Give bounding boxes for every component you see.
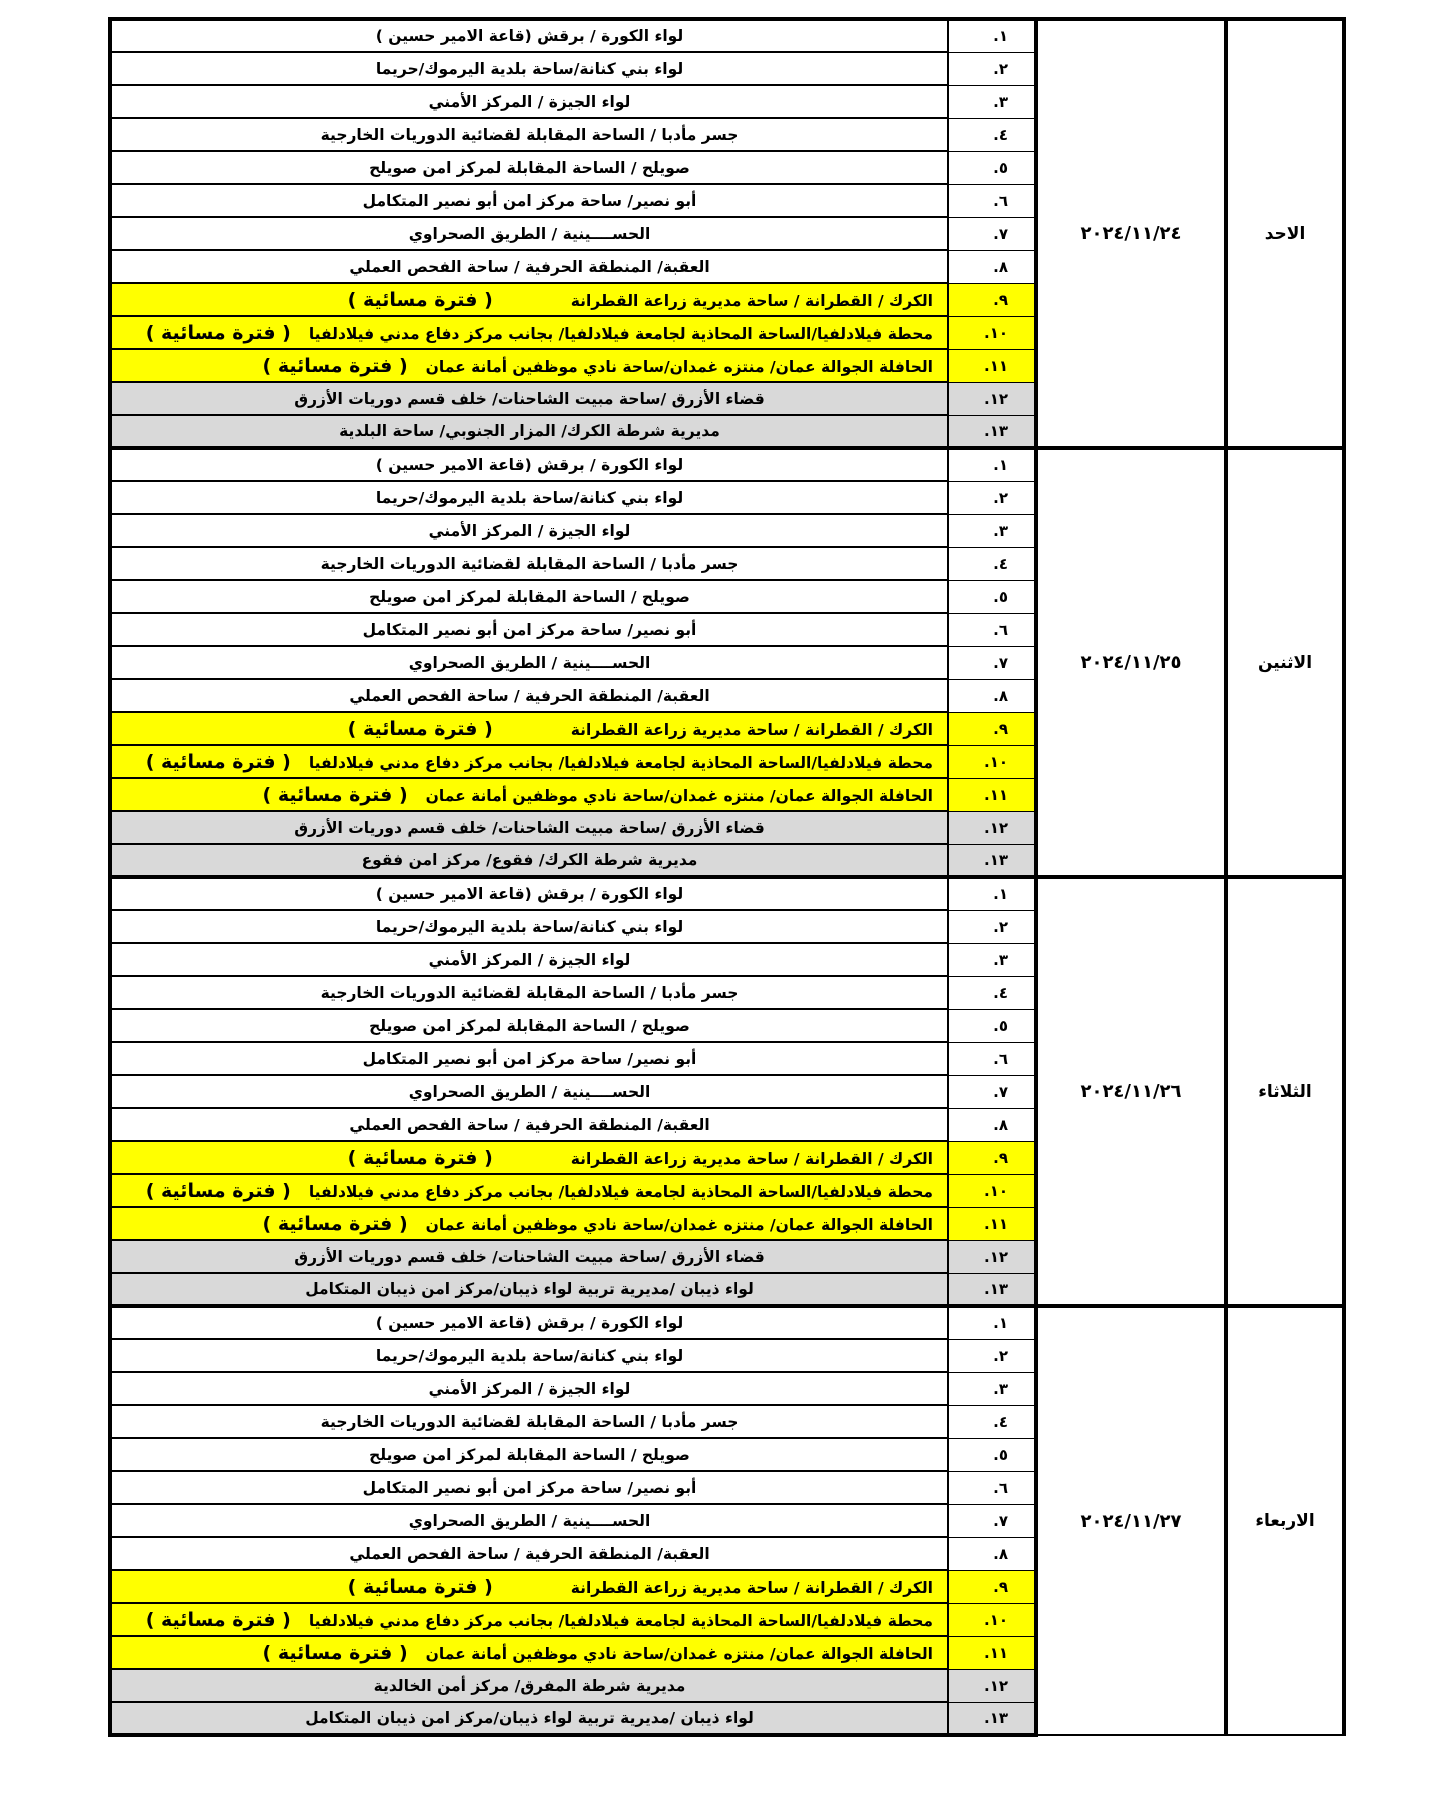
row-number: ١١. xyxy=(948,778,1036,811)
location-cell xyxy=(110,1438,948,1471)
date-cell: ٢٠٢٤/١١/٢٧ xyxy=(1036,1306,1226,1735)
location-text: جسر مأدبا / الساحة المقابلة لقضائية الدوريات الخارجية xyxy=(320,125,739,144)
date-cell: ٢٠٢٤/١١/٢٥ xyxy=(1036,448,1226,877)
table-row xyxy=(110,1306,1344,1339)
row-number: ٨. xyxy=(948,679,1036,712)
location-cell xyxy=(110,1273,948,1306)
table-row xyxy=(110,448,1344,481)
evening-shift-tag: ( فترة مسائية ) xyxy=(347,1575,493,1598)
row-number: ١٠. xyxy=(948,1603,1036,1636)
location-cell xyxy=(110,877,948,910)
location-cell xyxy=(110,382,948,415)
location-text: مديرية شرطة المفرق/ مركز أمن الخالدية xyxy=(373,1676,686,1695)
location-cell xyxy=(110,943,948,976)
location-text: محطة فيلادلفيا/الساحة المحاذية لجامعة فيلادلفيا/ بجانب مركز دفاع مدني فيلادلفيا xyxy=(308,1182,933,1201)
row-number: ١٣. xyxy=(948,1273,1036,1306)
location-text: لواء الجيزة / المركز الأمني xyxy=(428,1379,631,1398)
row-number: ١٠. xyxy=(948,1174,1036,1207)
row-number: ٧. xyxy=(948,217,1036,250)
location-cell xyxy=(110,349,948,382)
day-cell: الاثنين xyxy=(1226,448,1344,877)
row-number: ١٣. xyxy=(948,1702,1036,1735)
schedule-table xyxy=(108,17,1346,1737)
row-number: ٧. xyxy=(948,1075,1036,1108)
location-text: أبو نصير/ ساحة مركز امن أبو نصير المتكامل xyxy=(362,1049,697,1068)
row-number: ٨. xyxy=(948,1108,1036,1141)
location-text: الكرك / القطرانة / ساحة مديرية زراعة القطرانة xyxy=(570,1149,933,1168)
location-cell xyxy=(110,250,948,283)
location-cell xyxy=(110,712,948,745)
location-cell xyxy=(110,1570,948,1603)
location-text: لواء الجيزة / المركز الأمني xyxy=(428,950,631,969)
date-cell: ٢٠٢٤/١١/٢٤ xyxy=(1036,19,1226,448)
row-number: ١٢. xyxy=(948,811,1036,844)
location-cell xyxy=(110,1702,948,1735)
location-text: جسر مأدبا / الساحة المقابلة لقضائية الدوريات الخارجية xyxy=(320,983,739,1002)
location-cell xyxy=(110,1339,948,1372)
location-cell xyxy=(110,19,948,52)
location-cell xyxy=(110,1306,948,1339)
row-number: ١٣. xyxy=(948,415,1036,448)
location-text: جسر مأدبا / الساحة المقابلة لقضائية الدوريات الخارجية xyxy=(320,1412,739,1431)
location-text: الحافلة الجوالة عمان/ منتزه غمدان/ساحة نادي موظفين أمانة عمان xyxy=(425,357,933,376)
location-text: صويلح / الساحة المقابلة لمركز امن صويلح xyxy=(369,1445,690,1464)
location-text: لواء الكورة / برقش (قاعة الامير حسين ) xyxy=(375,1314,684,1332)
location-text: الحافلة الجوالة عمان/ منتزه غمدان/ساحة نادي موظفين أمانة عمان xyxy=(425,786,933,805)
evening-shift-tag: ( فترة مسائية ) xyxy=(145,1608,291,1631)
day-cell: الاربعاء xyxy=(1226,1306,1344,1735)
location-cell xyxy=(110,85,948,118)
location-text: الحافلة الجوالة عمان/ منتزه غمدان/ساحة نادي موظفين أمانة عمان xyxy=(425,1644,933,1663)
row-number: ٧. xyxy=(948,1504,1036,1537)
location-text: قضاء الأزرق /ساحة مبيت الشاحنات/ خلف قسم دوريات الأزرق xyxy=(294,818,765,837)
row-number: ٣. xyxy=(948,1372,1036,1405)
location-text: قضاء الأزرق /ساحة مبيت الشاحنات/ خلف قسم دوريات الأزرق xyxy=(294,1247,765,1266)
location-cell xyxy=(110,844,948,877)
location-text: لواء الجيزة / المركز الأمني xyxy=(428,521,631,540)
location-text: لواء ذيبان /مديرية تربية لواء ذيبان/مركز امن ذيبان المتكامل xyxy=(305,1280,754,1298)
location-cell xyxy=(110,1405,948,1438)
location-text: العقبة/ المنطقة الحرفية / ساحة الفحص العملي xyxy=(349,686,710,705)
location-cell xyxy=(110,778,948,811)
location-text: الكرك / القطرانة / ساحة مديرية زراعة القطرانة xyxy=(570,1578,933,1597)
location-cell xyxy=(110,514,948,547)
evening-shift-tag: ( فترة مسائية ) xyxy=(347,288,493,311)
location-text: الحســــينية / الطريق الصحراوي xyxy=(408,224,651,243)
location-text: لواء الكورة / برقش (قاعة الامير حسين ) xyxy=(375,456,684,474)
location-cell xyxy=(110,481,948,514)
row-number: ١. xyxy=(948,448,1036,481)
row-number: ٢. xyxy=(948,1339,1036,1372)
row-number: ٥. xyxy=(948,151,1036,184)
row-number: ٣. xyxy=(948,85,1036,118)
row-number: ٣. xyxy=(948,514,1036,547)
evening-shift-tag: ( فترة مسائية ) xyxy=(262,1212,408,1235)
row-number: ٩. xyxy=(948,1141,1036,1174)
location-text: أبو نصير/ ساحة مركز امن أبو نصير المتكامل xyxy=(362,620,697,639)
location-text: لواء الكورة / برقش (قاعة الامير حسين ) xyxy=(375,27,684,45)
location-cell xyxy=(110,184,948,217)
row-number: ٢. xyxy=(948,481,1036,514)
row-number: ١٣. xyxy=(948,844,1036,877)
location-text: مديرية شرطة الكرك/ فقوع/ مركز امن فقوع xyxy=(361,851,698,869)
row-number: ١. xyxy=(948,1306,1036,1339)
location-text: محطة فيلادلفيا/الساحة المحاذية لجامعة فيلادلفيا/ بجانب مركز دفاع مدني فيلادلفيا xyxy=(308,324,933,343)
row-number: ١٠. xyxy=(948,316,1036,349)
evening-shift-tag: ( فترة مسائية ) xyxy=(145,321,291,344)
location-text: أبو نصير/ ساحة مركز امن أبو نصير المتكامل xyxy=(362,191,697,210)
location-cell xyxy=(110,217,948,250)
row-number: ٦. xyxy=(948,1471,1036,1504)
location-text: محطة فيلادلفيا/الساحة المحاذية لجامعة فيلادلفيا/ بجانب مركز دفاع مدني فيلادلفيا xyxy=(308,1611,933,1630)
row-number: ٢. xyxy=(948,52,1036,85)
row-number: ٦. xyxy=(948,184,1036,217)
row-number: ١١. xyxy=(948,1636,1036,1669)
row-number: ٦. xyxy=(948,1042,1036,1075)
evening-shift-tag: ( فترة مسائية ) xyxy=(145,1179,291,1202)
row-number: ٤. xyxy=(948,1405,1036,1438)
location-text: أبو نصير/ ساحة مركز امن أبو نصير المتكامل xyxy=(362,1478,697,1497)
location-cell xyxy=(110,1372,948,1405)
row-number: ٧. xyxy=(948,646,1036,679)
location-cell xyxy=(110,448,948,481)
evening-shift-tag: ( فترة مسائية ) xyxy=(262,1641,408,1664)
location-cell xyxy=(110,118,948,151)
location-text: محطة فيلادلفيا/الساحة المحاذية لجامعة فيلادلفيا/ بجانب مركز دفاع مدني فيلادلفيا xyxy=(308,753,933,772)
evening-shift-tag: ( فترة مسائية ) xyxy=(262,783,408,806)
location-text: لواء بني كنانة/ساحة بلدية اليرموك/حريما xyxy=(375,59,684,78)
location-text: لواء الجيزة / المركز الأمني xyxy=(428,92,631,111)
row-number: ٤. xyxy=(948,976,1036,1009)
row-number: ٤. xyxy=(948,547,1036,580)
location-text: صويلح / الساحة المقابلة لمركز امن صويلح xyxy=(369,158,690,177)
day-cell: الثلاثاء xyxy=(1226,877,1344,1306)
location-cell xyxy=(110,1108,948,1141)
location-text: لواء الكورة / برقش (قاعة الامير حسين ) xyxy=(375,885,684,903)
row-number: ٥. xyxy=(948,580,1036,613)
row-number: ٥. xyxy=(948,1009,1036,1042)
location-cell xyxy=(110,151,948,184)
location-cell xyxy=(110,1009,948,1042)
location-cell xyxy=(110,1240,948,1273)
location-cell xyxy=(110,1042,948,1075)
location-text: الحافلة الجوالة عمان/ منتزه غمدان/ساحة نادي موظفين أمانة عمان xyxy=(425,1215,933,1234)
row-number: ١١. xyxy=(948,1207,1036,1240)
location-text: لواء بني كنانة/ساحة بلدية اليرموك/حريما xyxy=(375,1346,684,1365)
location-cell xyxy=(110,1636,948,1669)
schedule-body xyxy=(110,19,1344,1735)
location-text: الحســــينية / الطريق الصحراوي xyxy=(408,653,651,672)
row-number: ١٢. xyxy=(948,1240,1036,1273)
location-text: لواء ذيبان /مديرية تربية لواء ذيبان/مركز امن ذيبان المتكامل xyxy=(305,1709,754,1727)
location-cell xyxy=(110,1174,948,1207)
evening-shift-tag: ( فترة مسائية ) xyxy=(145,750,291,773)
location-cell xyxy=(110,547,948,580)
location-cell xyxy=(110,1504,948,1537)
location-text: جسر مأدبا / الساحة المقابلة لقضائية الدوريات الخارجية xyxy=(320,554,739,573)
row-number: ٣. xyxy=(948,943,1036,976)
location-cell xyxy=(110,1471,948,1504)
location-text: العقبة/ المنطقة الحرفية / ساحة الفحص العملي xyxy=(349,257,710,276)
evening-shift-tag: ( فترة مسائية ) xyxy=(347,1146,493,1169)
location-text: صويلح / الساحة المقابلة لمركز امن صويلح xyxy=(369,587,690,606)
location-cell xyxy=(110,316,948,349)
row-number: ١. xyxy=(948,19,1036,52)
location-text: صويلح / الساحة المقابلة لمركز امن صويلح xyxy=(369,1016,690,1035)
location-cell xyxy=(110,415,948,448)
row-number: ٥. xyxy=(948,1438,1036,1471)
row-number: ١. xyxy=(948,877,1036,910)
location-cell xyxy=(110,811,948,844)
row-number: ٨. xyxy=(948,250,1036,283)
location-cell xyxy=(110,976,948,1009)
location-text: مديرية شرطة الكرك/ المزار الجنوبي/ ساحة البلدية xyxy=(339,422,720,440)
location-text: لواء بني كنانة/ساحة بلدية اليرموك/حريما xyxy=(375,917,684,936)
date-cell: ٢٠٢٤/١١/٢٦ xyxy=(1036,877,1226,1306)
location-cell xyxy=(110,1669,948,1702)
row-number: ١٢. xyxy=(948,1669,1036,1702)
table-row xyxy=(110,19,1344,52)
evening-shift-tag: ( فترة مسائية ) xyxy=(347,717,493,740)
location-text: الحســــينية / الطريق الصحراوي xyxy=(408,1082,651,1101)
row-number: ٦. xyxy=(948,613,1036,646)
location-text: الكرك / القطرانة / ساحة مديرية زراعة القطرانة xyxy=(570,291,933,310)
row-number: ١١. xyxy=(948,349,1036,382)
location-cell xyxy=(110,1537,948,1570)
location-cell xyxy=(110,580,948,613)
row-number: ٨. xyxy=(948,1537,1036,1570)
location-text: العقبة/ المنطقة الحرفية / ساحة الفحص العملي xyxy=(349,1544,710,1563)
location-cell xyxy=(110,646,948,679)
location-cell xyxy=(110,679,948,712)
location-text: الكرك / القطرانة / ساحة مديرية زراعة القطرانة xyxy=(570,720,933,739)
location-text: العقبة/ المنطقة الحرفية / ساحة الفحص العملي xyxy=(349,1115,710,1134)
location-text: لواء بني كنانة/ساحة بلدية اليرموك/حريما xyxy=(375,488,684,507)
location-cell xyxy=(110,1603,948,1636)
row-number: ٩. xyxy=(948,712,1036,745)
day-cell: الاحد xyxy=(1226,19,1344,448)
table-row xyxy=(110,877,1344,910)
evening-shift-tag: ( فترة مسائية ) xyxy=(262,354,408,377)
location-cell xyxy=(110,283,948,316)
row-number: ١٢. xyxy=(948,382,1036,415)
row-number: ٢. xyxy=(948,910,1036,943)
row-number: ٩. xyxy=(948,1570,1036,1603)
location-cell xyxy=(110,1075,948,1108)
location-cell xyxy=(110,52,948,85)
location-cell xyxy=(110,910,948,943)
row-number: ٤. xyxy=(948,118,1036,151)
location-cell xyxy=(110,1207,948,1240)
location-cell xyxy=(110,745,948,778)
location-text: الحســــينية / الطريق الصحراوي xyxy=(408,1511,651,1530)
row-number: ٩. xyxy=(948,283,1036,316)
location-cell xyxy=(110,1141,948,1174)
location-text: قضاء الأزرق /ساحة مبيت الشاحنات/ خلف قسم دوريات الأزرق xyxy=(294,389,765,408)
location-cell xyxy=(110,613,948,646)
row-number: ١٠. xyxy=(948,745,1036,778)
